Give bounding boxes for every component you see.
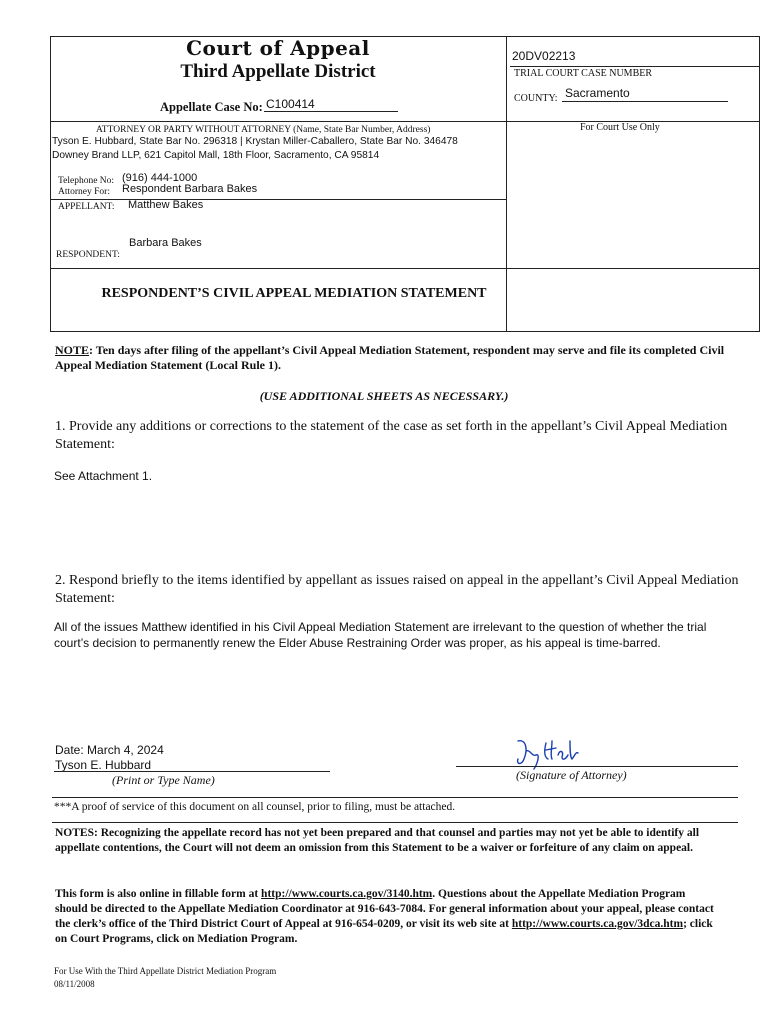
notes-label: NOTES — [55, 827, 94, 839]
county-value: Sacramento — [565, 86, 630, 100]
attorney-for-value: Respondent Barbara Bakes — [122, 183, 258, 195]
form-link[interactable]: http://www.courts.ca.gov/3140.htm — [261, 888, 433, 900]
separator-1 — [52, 797, 738, 798]
notes-paragraph — [55, 826, 730, 856]
signature-caption: (Signature of Attorney) — [516, 768, 627, 782]
attorney-for-label: Attorney For: — [58, 187, 110, 197]
question-2: 2. Respond briefly to the items identified by appellant as issues raised on appeal in the appellant’s Civil Appeal Mediation Statement: — [55, 573, 739, 606]
separator-2 — [52, 822, 738, 823]
date-label: Date: — [55, 743, 84, 757]
title-rule — [50, 268, 760, 269]
footer-line1: For Use With the Third Appellate District Mediation Program — [54, 966, 277, 976]
online-prefix: This form is also online in fillable form at — [55, 888, 262, 900]
online-middle: . Questions about the Appellate Mediation Program should be directed to the Appellate Mediation Coordinator at 916-643-7084. For general information about your appeal, please contact the clerk’s office of the Third District Court of Appeal at 916-654-0209, or visit its web site at — [55, 888, 714, 930]
footer-line2: 08/11/2008 — [54, 979, 95, 989]
appellate-case-line — [264, 111, 398, 112]
trial-case-label: TRIAL COURT CASE NUMBER — [514, 68, 653, 79]
county-label: COUNTY: — [514, 93, 558, 104]
appellant-value: Matthew Bakes — [128, 199, 204, 211]
form-title: RESPONDENT’S CIVIL APPEAL MEDIATION STATEMENT — [101, 286, 487, 301]
appellant-label: APPELLANT: — [58, 202, 115, 212]
attorney-line2: Downey Brand LLP, 621 Capitol Mall, 18th Floor, Sacramento, CA 95814 — [52, 150, 380, 161]
printed-name-line — [54, 771, 330, 772]
trial-case-line — [510, 66, 760, 67]
date-value: March 4, 2024 — [87, 743, 164, 757]
printed-name: Tyson E. Hubbard — [55, 758, 152, 772]
additional-sheets-note: (USE ADDITIONAL SHEETS AS NECESSARY.) — [259, 389, 509, 403]
answer-1: See Attachment 1. — [54, 469, 153, 483]
online-info-paragraph — [55, 887, 720, 947]
note-paragraph — [55, 343, 760, 373]
county-line — [562, 101, 728, 102]
court-use-label: For Court Use Only — [580, 122, 660, 133]
telephone-label: Telephone No: — [58, 176, 115, 186]
attorney-line1: Tyson E. Hubbard, State Bar No. 296318 | Krystan Miller-Caballero, State Bar No. 346478 — [52, 136, 458, 147]
question-1: 1. Provide any additions or corrections to the statement of the case as set forth in the appellant’s Civil Appeal Mediation Statement: — [55, 419, 728, 452]
court-name: Court of Appeal — [186, 36, 370, 60]
print-name-caption: (Print or Type Name) — [112, 773, 215, 787]
online-suffix: ; click on Court Programs, click on Mediation Program. — [55, 918, 713, 945]
respondent-label: RESPONDENT: — [56, 250, 120, 260]
notes-text: : Recognizing the appellate record has not yet been prepared and that counsel and parties may not yet be able to identify all appellate contentions, the Court will not deem an omission from this Statement to be a waiver or forfeiture of any claim on appeal. — [55, 827, 700, 854]
proof-of-service: ***A proof of service of this document on all counsel, prior to filing, must be attached. — [54, 801, 456, 813]
trial-case-no: 20DV02213 — [512, 49, 576, 63]
district-name: Third Appellate District — [180, 61, 376, 82]
date-line — [55, 743, 164, 757]
signature-line — [456, 766, 738, 767]
appellate-case-label: Appellate Case No: — [160, 100, 263, 114]
appellate-case-no: C100414 — [266, 97, 315, 111]
answer-2: All of the issues Matthew identified in his Civil Appeal Mediation Statement are irrelevant to the question of whether the trial court’s decision to permanently renew the Elder Abuse Restraining Order was proper, as his appeal is time-barred. — [54, 620, 707, 650]
attorney-heading: ATTORNEY OR PARTY WITHOUT ATTORNEY (Name, State Bar Number, Address) — [96, 125, 431, 135]
note-text: : Ten days after filing of the appellant’s Civil Appeal Mediation Statement, respondent may serve and file its completed Civil Appeal Mediation Statement (Local Rule 1). — [55, 343, 725, 372]
court-website-link[interactable]: http://www.courts.ca.gov/3dca.htm — [511, 918, 684, 930]
telephone-value: (916) 444-1000 — [122, 172, 198, 184]
note-label: NOTE — [55, 343, 90, 357]
respondent-value: Barbara Bakes — [129, 237, 202, 249]
parties-rule — [50, 199, 506, 200]
